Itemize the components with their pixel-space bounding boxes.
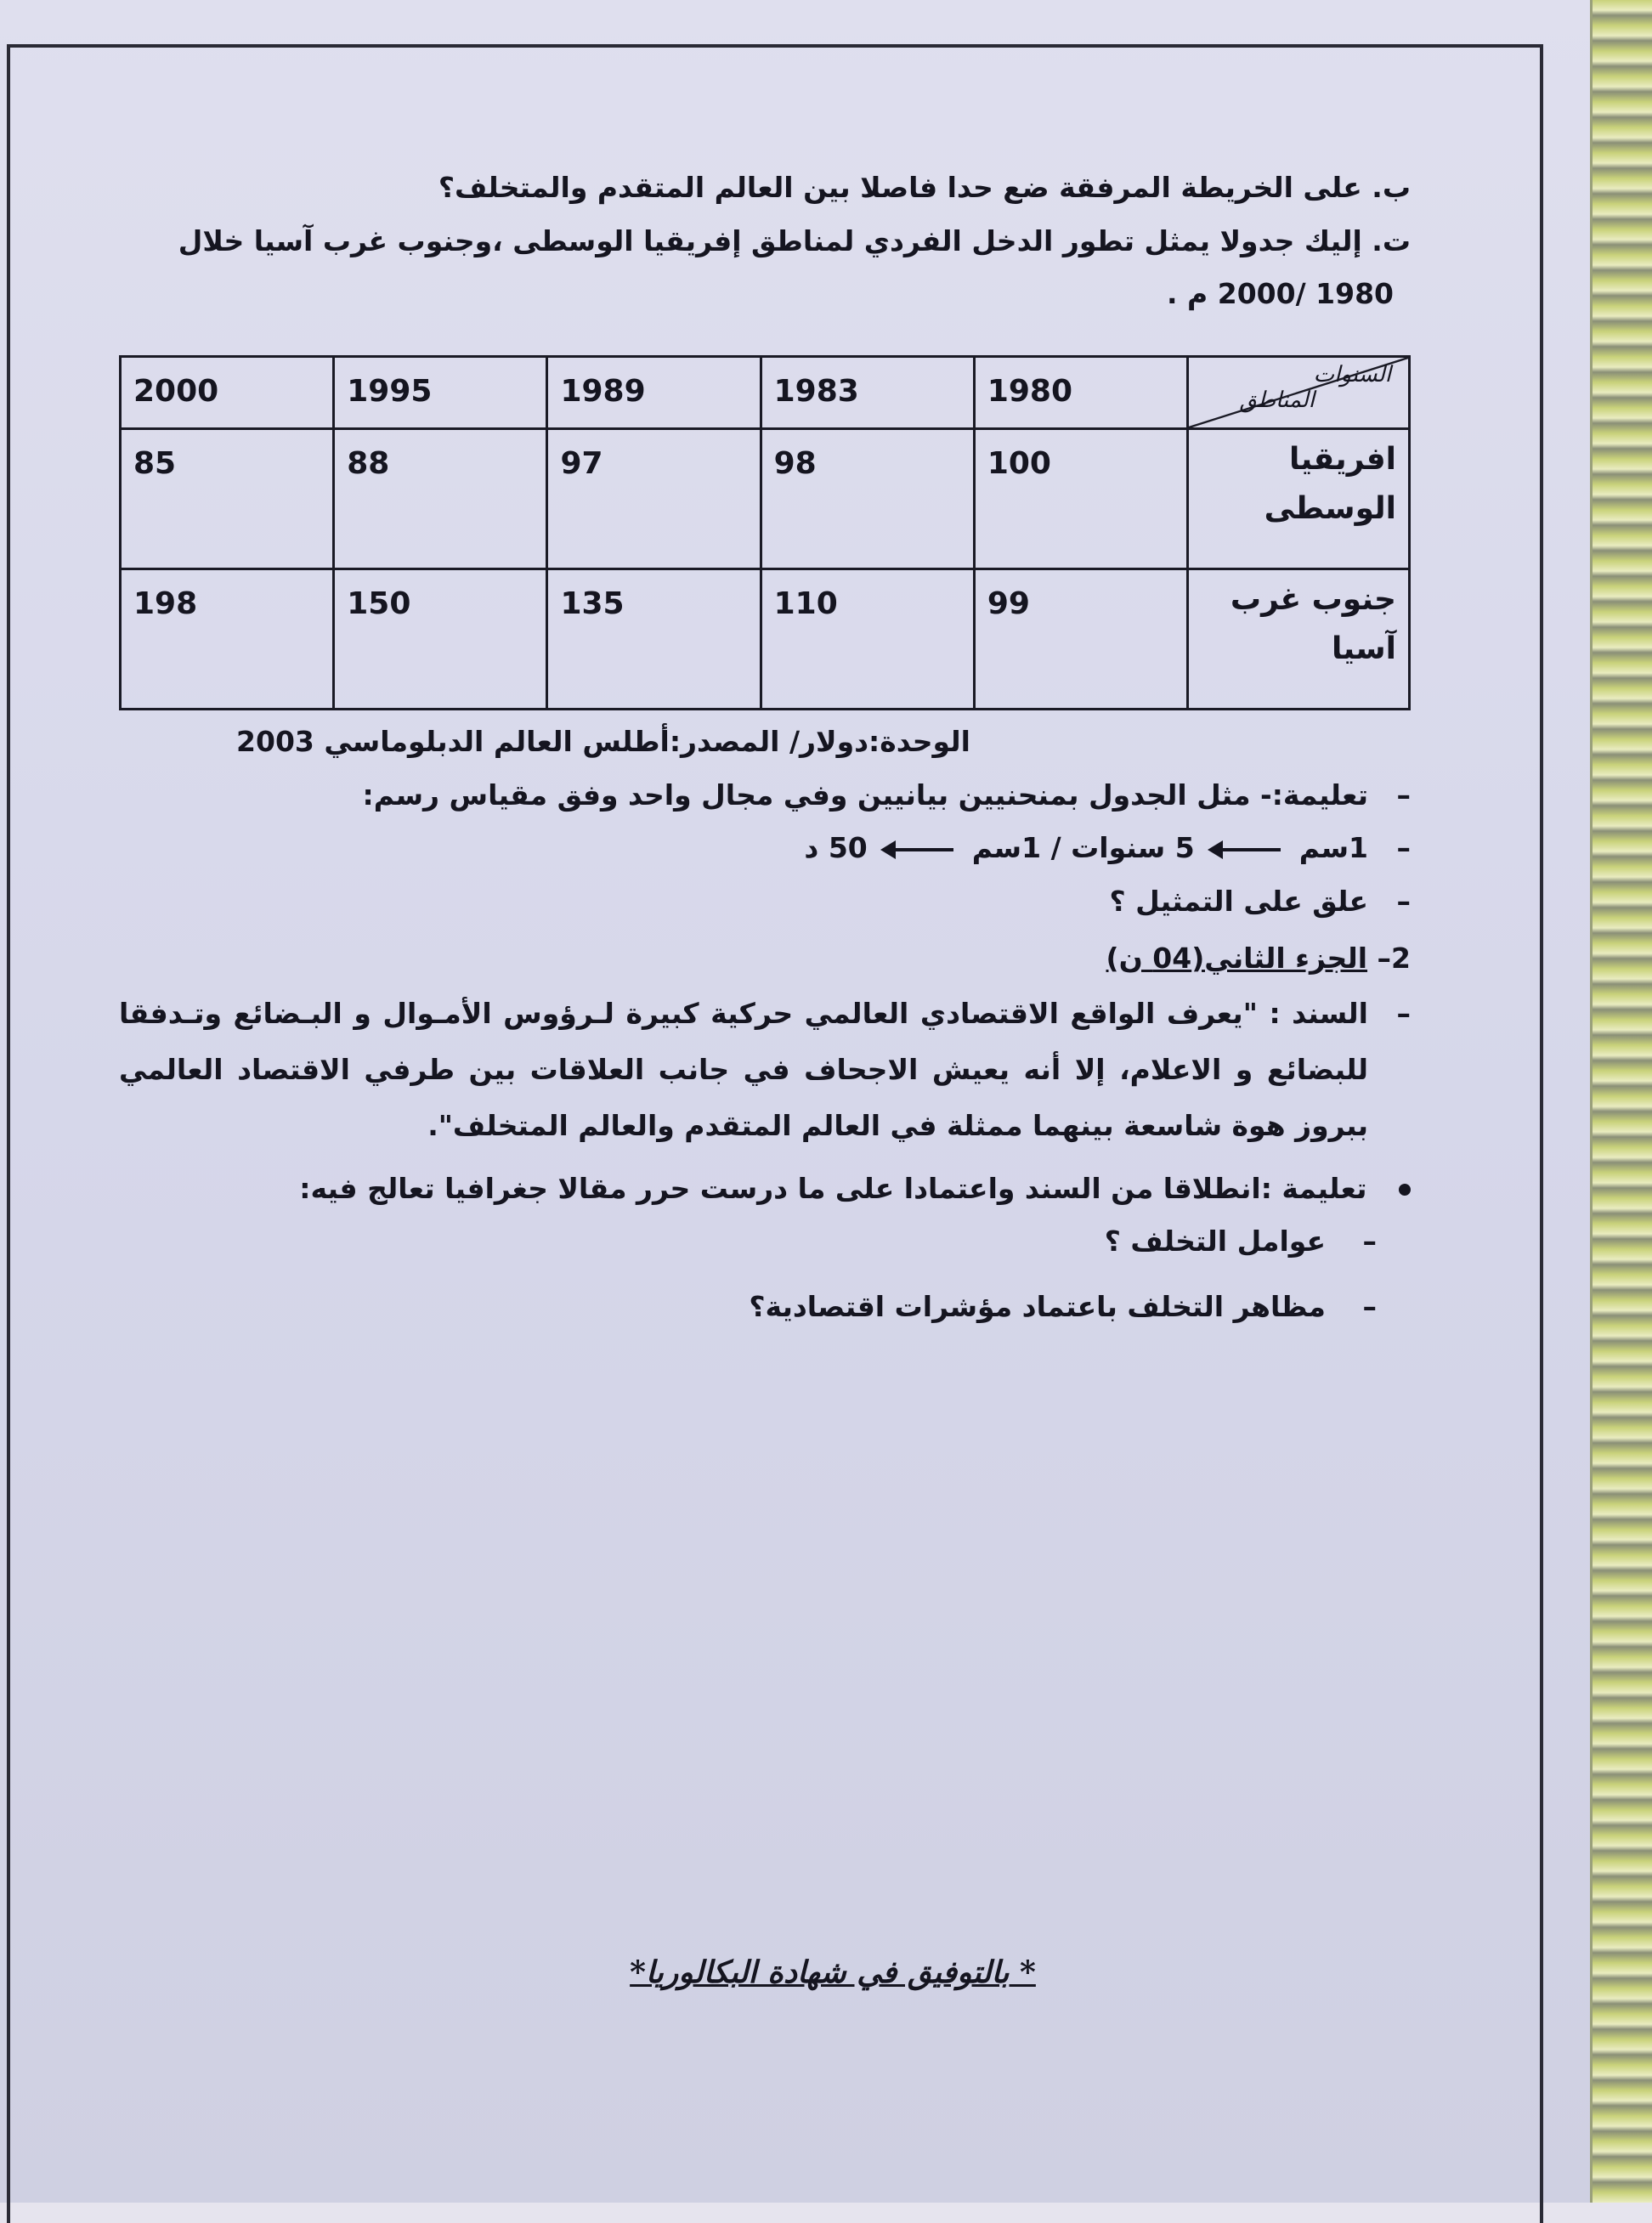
table-header-row [121,357,1410,429]
table-cell: 100 [974,429,1187,569]
part2-item [119,1215,1411,1269]
dash-marker: – [1396,996,1411,1030]
arrow-icon [1213,848,1281,851]
instruction-comment-text: علق على التمثيل ؟ [1109,885,1368,919]
dash-marker: – [1362,1289,1377,1323]
scale-a-right: 5 سنوات [1071,831,1195,865]
part2-item [119,1281,1411,1334]
scale-a-left: 1سم [1298,831,1368,865]
scale-b-left: 1سم [971,831,1042,865]
table-cell: 110 [761,569,974,710]
instruction-task [119,769,1411,823]
part2-item-text: عوامل التخلف ؟ [1104,1225,1326,1259]
table-row [121,429,1410,569]
table-cell: 99 [974,569,1187,710]
table-cell: 88 [334,429,547,569]
part2-number: 2– [1377,941,1411,975]
part2-title: الجزء الثاني(04 ن) [1106,941,1368,975]
dash-marker: – [1396,885,1411,919]
part2-task [119,1162,1411,1216]
income-table-wrapper [119,355,1411,710]
scale-b-right: 50 د [804,831,868,865]
table-cell: 97 [547,429,761,569]
document-text: "يعرف الواقع الاقتصادي العالمي حركية كبيرة لـرؤوس الأمـوال و البـضائع وتـدفقا للبضائع و الاعلام، إلا أنه يعيش الاجحاف في جانب العلاقات بين طرفي الاقتصاد العالمي ببروز هوة شاسعة بينهما ممثلة في العالم المتقدم والعالم المتخلف". [119,996,1368,1142]
question-t-line2: 1980 /2000 م . [1167,277,1394,311]
notebook-spiral [1590,0,1652,2203]
table-row [121,569,1410,710]
year-header: 1983 [761,357,974,429]
table-cell: 85 [121,429,334,569]
year-header: 1989 [547,357,761,429]
row-label-southwest-asia: جنوب غرب آسيا [1188,569,1410,710]
part2-item-text: مظاهر التخلف باعتماد مؤشرات اقتصادية؟ [749,1289,1326,1323]
bullet-dot-icon [1399,1184,1411,1196]
question-t-line1: ت. إليك جدولا يمثل تطور الدخل الفردي لمناطق إفريقيا الوسطى ،وجنوب غرب آسيا خلال [178,223,1411,257]
table-cell: 150 [334,569,547,710]
document-quote [119,986,1411,1154]
dash-marker: – [1396,778,1411,812]
dash-marker: – [1396,831,1411,865]
row-label-central-africa: افريقيا الوسطى [1188,429,1410,569]
dash-marker: – [1362,1225,1377,1259]
table-source: الوحدة:دولار/ المصدر:أطلس العالم الدبلوماسي 2003 [236,725,970,759]
part2-heading [119,932,1411,986]
year-header: 1995 [334,357,547,429]
question-b: ب. على الخريطة المرفقة ضع حدا فاصلا بين العالم المتقدم والمتخلف؟ [438,171,1411,204]
scale-separator: / [1050,831,1061,865]
corner-label-regions: المناطق [1239,387,1315,414]
document-label: السند : [1269,996,1368,1030]
table-cell: 98 [761,429,974,569]
year-header: 2000 [121,357,334,429]
arrow-icon [885,848,953,851]
instruction-scale [119,822,1411,875]
instruction-task-text: تعليمة:- مثل الجدول بمنحنيين بيانيين وفي مجال واحد وفق مقياس رسم: [362,778,1368,812]
table-corner-cell [1188,357,1410,429]
instruction-comment [119,875,1411,929]
corner-label-years: السنوات [1313,362,1391,388]
table-cell: 135 [547,569,761,710]
exam-content [119,161,1411,1334]
income-table [119,355,1411,710]
part2-task-text: تعليمة :انطلاقا من السند واعتمادا على ما درست حرر مقالا جغرافيا تعالج فيه: [299,1171,1367,1205]
year-header: 1980 [974,357,1187,429]
table-cell: 198 [121,569,334,710]
footer-wishes: * بالتوفيق في شهادة البكالوريا* [630,1954,1036,1990]
